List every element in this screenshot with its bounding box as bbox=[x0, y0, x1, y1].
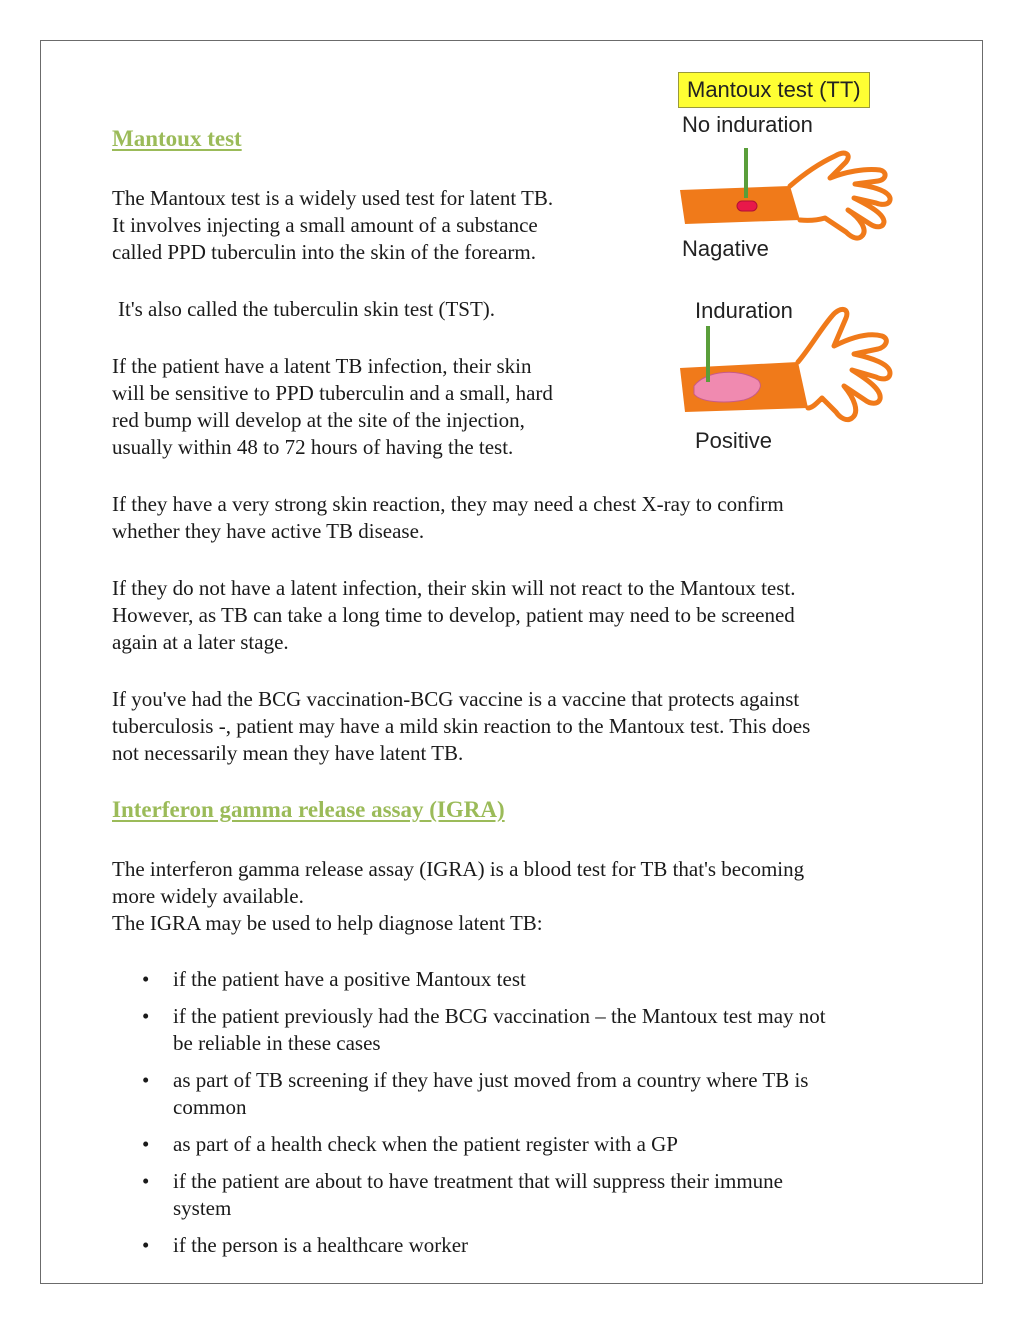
text-line: more widely available. bbox=[112, 884, 304, 908]
positive-hand-outline bbox=[798, 309, 890, 419]
negative-label: Nagative bbox=[682, 236, 769, 261]
text-line: whether they have active TB disease. bbox=[112, 519, 425, 543]
bullet-icon: • bbox=[142, 1132, 150, 1156]
list-item-text: system bbox=[173, 1196, 232, 1220]
bullet-icon: • bbox=[142, 1169, 150, 1193]
text-line: If they have a very strong skin reaction, they may need a chest X-ray to confirm bbox=[112, 492, 784, 516]
list-item-text: if the patient are about to have treatment that will suppress their immune bbox=[173, 1169, 783, 1193]
list-item-text: if the patient have a positive Mantoux test bbox=[173, 967, 526, 991]
text-line: It involves injecting a small amount of a substance bbox=[112, 213, 538, 237]
mantoux-illustration bbox=[640, 68, 925, 468]
negative-injection-spot bbox=[737, 201, 757, 211]
text-line: The interferon gamma release assay (IGRA) is a blood test for TB that's becoming bbox=[112, 857, 805, 881]
text-line: not necessarily mean they have latent TB. bbox=[112, 741, 464, 765]
list-item bbox=[112, 966, 912, 993]
mantoux-intro-paragraph bbox=[112, 185, 553, 266]
text-line: However, as TB can take a long time to develop, patient may need to be screened bbox=[112, 603, 795, 627]
list-item-text: as part of TB screening if they have just moved from a country where TB is bbox=[173, 1068, 809, 1092]
igra-indications-list bbox=[112, 966, 912, 1269]
list-item-text: be reliable in these cases bbox=[173, 1031, 381, 1055]
bullet-icon: • bbox=[142, 967, 150, 991]
positive-forearm-illustration bbox=[680, 309, 890, 419]
igra-intro-paragraph bbox=[112, 856, 804, 937]
text-line: If the patient have a latent TB infection, their skin bbox=[112, 354, 532, 378]
text-line: called PPD tuberculin into the skin of the forearm. bbox=[112, 240, 536, 264]
text-line: tuberculosis -, patient may have a mild skin reaction to the Mantoux test. This does bbox=[112, 714, 811, 738]
text-line: The IGRA may be used to help diagnose latent TB: bbox=[112, 911, 543, 935]
list-item bbox=[112, 1168, 912, 1222]
figure-title: Mantoux test (TT) bbox=[678, 72, 870, 108]
text-line: usually within 48 to 72 hours of having the test. bbox=[112, 435, 514, 459]
bullet-icon: • bbox=[142, 1004, 150, 1028]
tst-paragraph: It's also called the tuberculin skin test (TST). bbox=[118, 297, 496, 321]
list-item-text: if the patient previously had the BCG vaccination – the Mantoux test may not bbox=[173, 1004, 826, 1028]
latent-infection-paragraph bbox=[112, 353, 553, 461]
bullet-icon: • bbox=[142, 1068, 150, 1092]
no-induration-label: No induration bbox=[682, 112, 813, 137]
list-item bbox=[112, 1003, 912, 1057]
list-item-text: as part of a health check when the patient register with a GP bbox=[173, 1132, 678, 1156]
strong-reaction-paragraph bbox=[112, 491, 784, 545]
text-line: will be sensitive to PPD tuberculin and a small, hard bbox=[112, 381, 553, 405]
bullet-icon: • bbox=[142, 1233, 150, 1257]
list-item bbox=[112, 1131, 912, 1158]
igra-heading: Interferon gamma release assay (IGRA) bbox=[112, 797, 505, 822]
text-line: red bump will develop at the site of the injection, bbox=[112, 408, 525, 432]
no-infection-paragraph bbox=[112, 575, 795, 656]
list-item-text: common bbox=[173, 1095, 247, 1119]
negative-hand-outline bbox=[790, 153, 890, 238]
list-item bbox=[112, 1067, 912, 1121]
list-item bbox=[112, 1232, 912, 1259]
text-line: The Mantoux test is a widely used test for latent TB. bbox=[112, 186, 554, 210]
text-line: If they do not have a latent infection, their skin will not react to the Mantoux test. bbox=[112, 576, 796, 600]
positive-label: Positive bbox=[695, 428, 773, 453]
mantoux-heading: Mantoux test bbox=[112, 126, 242, 151]
induration-label: Induration bbox=[695, 298, 793, 323]
negative-forearm-illustration bbox=[680, 148, 890, 238]
list-item-text: if the person is a healthcare worker bbox=[173, 1233, 469, 1257]
bcg-paragraph bbox=[112, 686, 810, 767]
text-line: again at a later stage. bbox=[112, 630, 289, 654]
text-line: If you've had the BCG vaccination-BCG vaccine is a vaccine that protects against bbox=[112, 687, 800, 711]
